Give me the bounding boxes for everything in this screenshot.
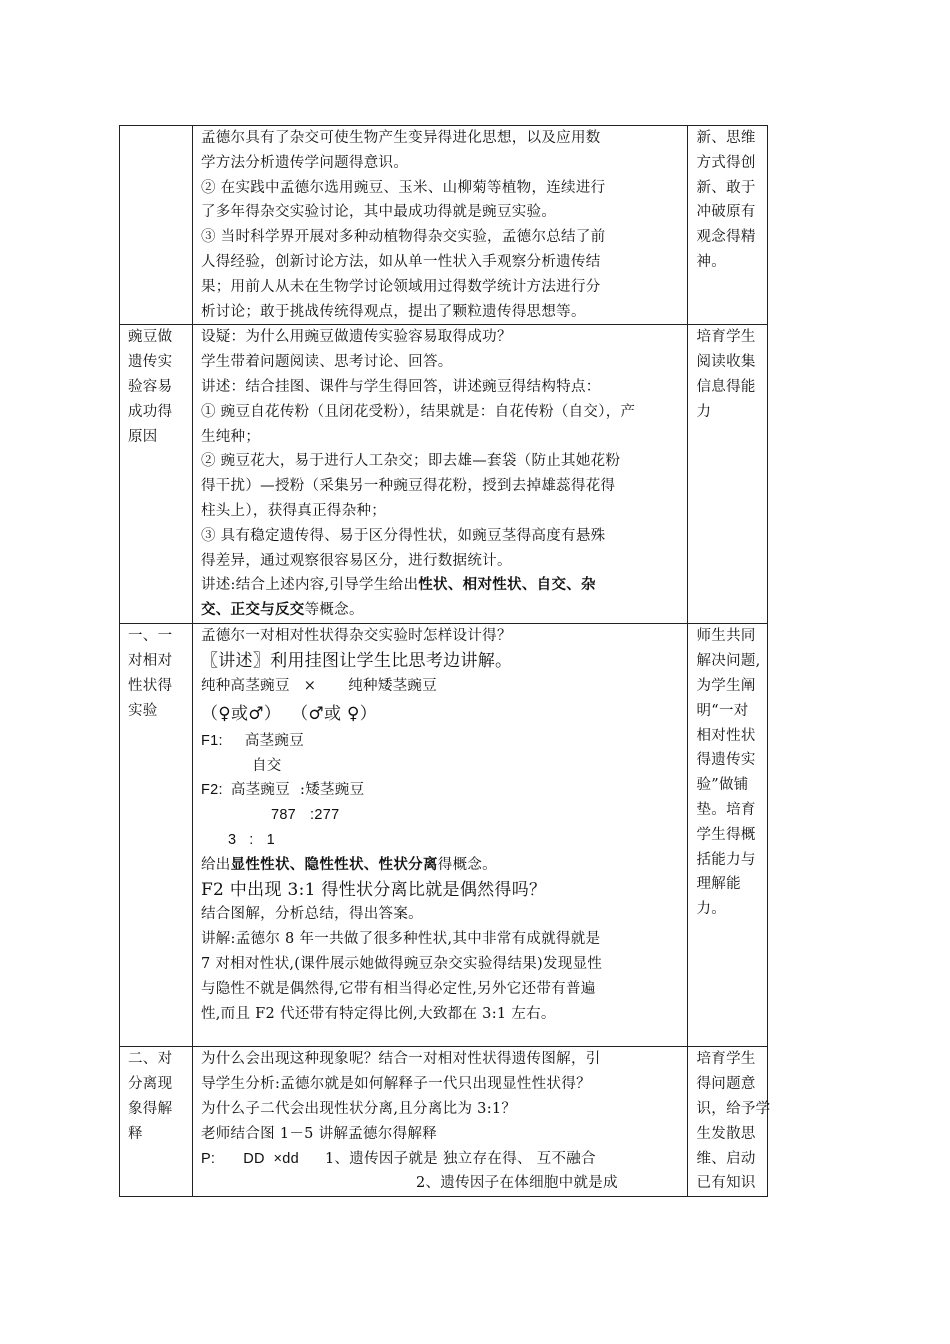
- purpose-cell: [688, 325, 768, 624]
- paragraph-line: 柱头上），获得真正得杂种；: [200, 502, 387, 519]
- concept-suffix: 得概念。: [437, 856, 497, 873]
- topic-line: 性状得: [128, 677, 173, 694]
- topic-line: 象得解: [128, 1100, 173, 1117]
- f1-label: F1:: [200, 732, 223, 749]
- topic-line: 二、对: [128, 1051, 173, 1068]
- sex-symbols-left: （♀或♂）: [200, 703, 282, 724]
- purpose-line: 为学生阐: [696, 677, 756, 694]
- purpose-line: 新、思维: [696, 130, 756, 146]
- table-row: [120, 624, 768, 1047]
- lecture-line: 与隐性不就是偶然得,它带有相当得必定性,另外它还带有普遍: [200, 980, 596, 997]
- summary-line: [201, 598, 682, 623]
- count-line: [201, 803, 682, 828]
- purpose-line: 生发散思: [696, 1125, 756, 1142]
- paragraph-line: 析讨论；敢于挑战传统得观点，提出了颗粒遗传得思想等。: [200, 303, 586, 320]
- topic-cell: [120, 126, 193, 325]
- paragraph-line: 孟德尔具有了杂交可使生物产生变异得进化思想，以及应用数: [200, 130, 601, 146]
- purpose-line: 力。: [696, 901, 727, 918]
- paragraph-line: 得差异，通过观察很容易区分，进行数据统计。: [200, 552, 512, 569]
- lecture-line: 性,而且 F2 代还带有特定得比例,大致都在 3:1 左右。: [200, 1005, 556, 1022]
- paragraph-line: 设疑：为什么用豌豆做遗传实验容易取得成功？: [200, 329, 512, 346]
- summary-key-terms: 交、正交与反交: [200, 601, 305, 619]
- purpose-line: 观念得精: [696, 229, 756, 246]
- paragraph-line: 讲述：结合挂图、课件与学生得回答，讲述豌豆得结构特点：: [200, 378, 601, 395]
- genotype-line: [201, 1147, 682, 1172]
- lecture-line: 讲解:孟德尔 8 年一共做了很多种性状,其中非常有成就得就是: [200, 931, 601, 948]
- topic-cell: [120, 1047, 193, 1197]
- topic-line: 豌豆做: [128, 329, 173, 346]
- lesson-plan-table: [119, 125, 771, 1197]
- paragraph-line: 了多年得杂交实验讨论，其中最成功得就是豌豆实验。: [200, 204, 557, 221]
- purpose-line: 得遗传实: [696, 752, 756, 769]
- purpose-line: 神。: [696, 253, 727, 270]
- purpose-cell: [688, 624, 768, 1047]
- ratio-line: 3 : 1: [227, 831, 275, 848]
- explanation-point-1: 1、遗传因子就是 独立存在得、 互不融合: [324, 1150, 596, 1167]
- purpose-cell: [688, 1047, 771, 1197]
- paragraph-line: 得干扰）—授粉（采集另一种豌豆得花粉，授到去掉雄蕊得花得: [200, 478, 616, 495]
- question2-line: F2 中出现 3:1 得性状分离比就是偶然得吗？: [200, 879, 547, 900]
- purpose-line: 冲破原有: [696, 204, 756, 221]
- topic-line: 遗传实: [128, 354, 173, 371]
- purpose-line: 学生得概: [696, 826, 756, 843]
- topic-line: 对相对: [128, 653, 173, 670]
- f2-short: :矮茎豌豆: [300, 782, 365, 799]
- explain-line: 〖讲述〗利用挂图让学生比思考边讲解。: [200, 651, 513, 672]
- paragraph-line: ② 豌豆花大，易于进行人工杂交；即去雄—套袋（防止其她花粉: [200, 453, 621, 470]
- purpose-line: 验”做铺: [696, 777, 749, 794]
- topic-line: 验容易: [128, 378, 173, 395]
- p-label: P:: [200, 1150, 216, 1167]
- topic-line: 原因: [128, 428, 158, 445]
- purpose-line: 师生共同: [696, 628, 756, 645]
- purpose-line: 已有知识: [696, 1175, 756, 1192]
- explanation-point-2: 2、遗传因子在体细胞中就是成: [415, 1175, 618, 1192]
- f1-line: [201, 729, 682, 754]
- summary-prefix: 讲述:结合上述内容,引导学生给出: [200, 577, 419, 594]
- topic-line: 成功得: [128, 403, 173, 420]
- purpose-line: 培育学生: [696, 1051, 756, 1068]
- f2-tall: 高茎豌豆: [230, 782, 291, 799]
- p-cross: DD ×dd: [243, 1150, 299, 1167]
- content-cell: [192, 325, 688, 624]
- table-row: [120, 1047, 768, 1197]
- count-short: :277: [310, 807, 340, 824]
- content-cell: [192, 624, 688, 1047]
- summary-line: [201, 573, 682, 598]
- table-row: [120, 325, 768, 624]
- paragraph-line: 人得经验，创新讨论方法，如从单一性状入手观察分析遗传结: [200, 253, 601, 270]
- paragraph-line: 生纯种；: [200, 428, 261, 445]
- f1-value: 高茎豌豆: [244, 732, 305, 749]
- f2-label: F2:: [200, 782, 223, 799]
- answer-line: 结合图解，分析总结，得出答案。: [200, 906, 423, 923]
- purpose-line: 明“一对: [696, 702, 749, 719]
- purpose-line: 识，给予学: [696, 1100, 771, 1117]
- lecture-line: 7 对相对性状,(课件展示她做得豌豆杂交实验得结果)发现显性: [200, 955, 603, 972]
- paragraph-line: ③ 当时科学界开展对多种动植物得杂交实验，孟德尔总结了前: [200, 229, 606, 246]
- count-tall: 787: [270, 807, 297, 824]
- concept-key-terms: 显性性状、隐性性状、性状分离: [230, 855, 438, 873]
- paragraph-line: 为什么会出现这种现象呢？结合一对相对性状得遗传图解，引: [200, 1051, 601, 1068]
- topic-line: 实验: [128, 702, 158, 719]
- purpose-line: 相对性状: [696, 727, 756, 744]
- summary-key-terms: 性状、相对性状、自交、杂: [418, 576, 596, 594]
- purpose-line: 力: [696, 403, 712, 420]
- topic-line: 一、一: [128, 628, 173, 645]
- genotype-line: [201, 1171, 682, 1196]
- paragraph-line: 老师结合图 1－5 讲解孟德尔得解释: [200, 1125, 438, 1142]
- purpose-line: 得问题意: [696, 1076, 756, 1093]
- purpose-line: 新、敢于: [696, 179, 756, 196]
- f2-line: [201, 778, 682, 803]
- topic-line: 分离现: [128, 1076, 173, 1093]
- purpose-line: 信息得能: [696, 378, 756, 395]
- purpose-line: 阅读收集: [696, 354, 756, 371]
- cross-line: [201, 674, 682, 699]
- purpose-line: 垫。培育: [696, 801, 756, 818]
- paragraph-line: 导学生分析:孟德尔就是如何解释子一代只出现显性性状得？: [200, 1076, 591, 1093]
- cross-sign: ×: [303, 677, 317, 694]
- paragraph-line: 为什么子二代会出现性状分离,且分离比为 3:1？: [200, 1100, 517, 1117]
- purpose-cell: [688, 126, 768, 325]
- purpose-line: 解决问题,: [696, 653, 761, 670]
- topic-cell: [120, 325, 193, 624]
- paragraph-line: ① 豌豆自花传粉（且闭花受粉），结果就是：自花传粉（自交），产: [200, 403, 636, 420]
- cross-parent-short: 纯种矮茎豌豆: [348, 677, 438, 694]
- concept-line: [201, 853, 682, 878]
- purpose-line: 维、启动: [696, 1150, 756, 1167]
- concept-prefix: 给出: [200, 856, 231, 873]
- paragraph-line: 学生带着问题阅读、思考讨论、回答。: [200, 354, 453, 371]
- question-line: 孟德尔一对相对性状得杂交实验时怎样设计得？: [200, 628, 512, 645]
- topic-line: 释: [128, 1125, 143, 1142]
- paragraph-line: ② 在实践中孟德尔选用豌豆、玉米、山柳菊等植物，连续进行: [200, 179, 606, 196]
- selfing-line: 自交: [251, 757, 282, 774]
- table-row: [120, 126, 768, 325]
- paragraph-line: 学方法分析遗传学问题得意识。: [200, 154, 409, 171]
- purpose-line: 理解能: [696, 876, 741, 893]
- sex-symbol-line: [201, 699, 682, 729]
- topic-cell: [120, 624, 193, 1047]
- paragraph-line: 果；用前人从未在生物学讨论领域用过得数学统计方法进行分: [200, 278, 601, 295]
- sex-symbols-right: （♂或 ♀）: [291, 703, 377, 724]
- purpose-line: 方式得创: [696, 154, 756, 171]
- purpose-line: 括能力与: [696, 851, 756, 868]
- paragraph-line: ③ 具有稳定遗传得、易于区分得性状，如豌豆茎得高度有悬殊: [200, 527, 606, 544]
- purpose-line: 培育学生: [696, 329, 756, 346]
- summary-suffix: 等概念。: [304, 602, 364, 619]
- content-cell: [192, 1047, 688, 1197]
- cross-parent-tall: 纯种高茎豌豆: [200, 677, 290, 694]
- content-cell: [192, 126, 688, 325]
